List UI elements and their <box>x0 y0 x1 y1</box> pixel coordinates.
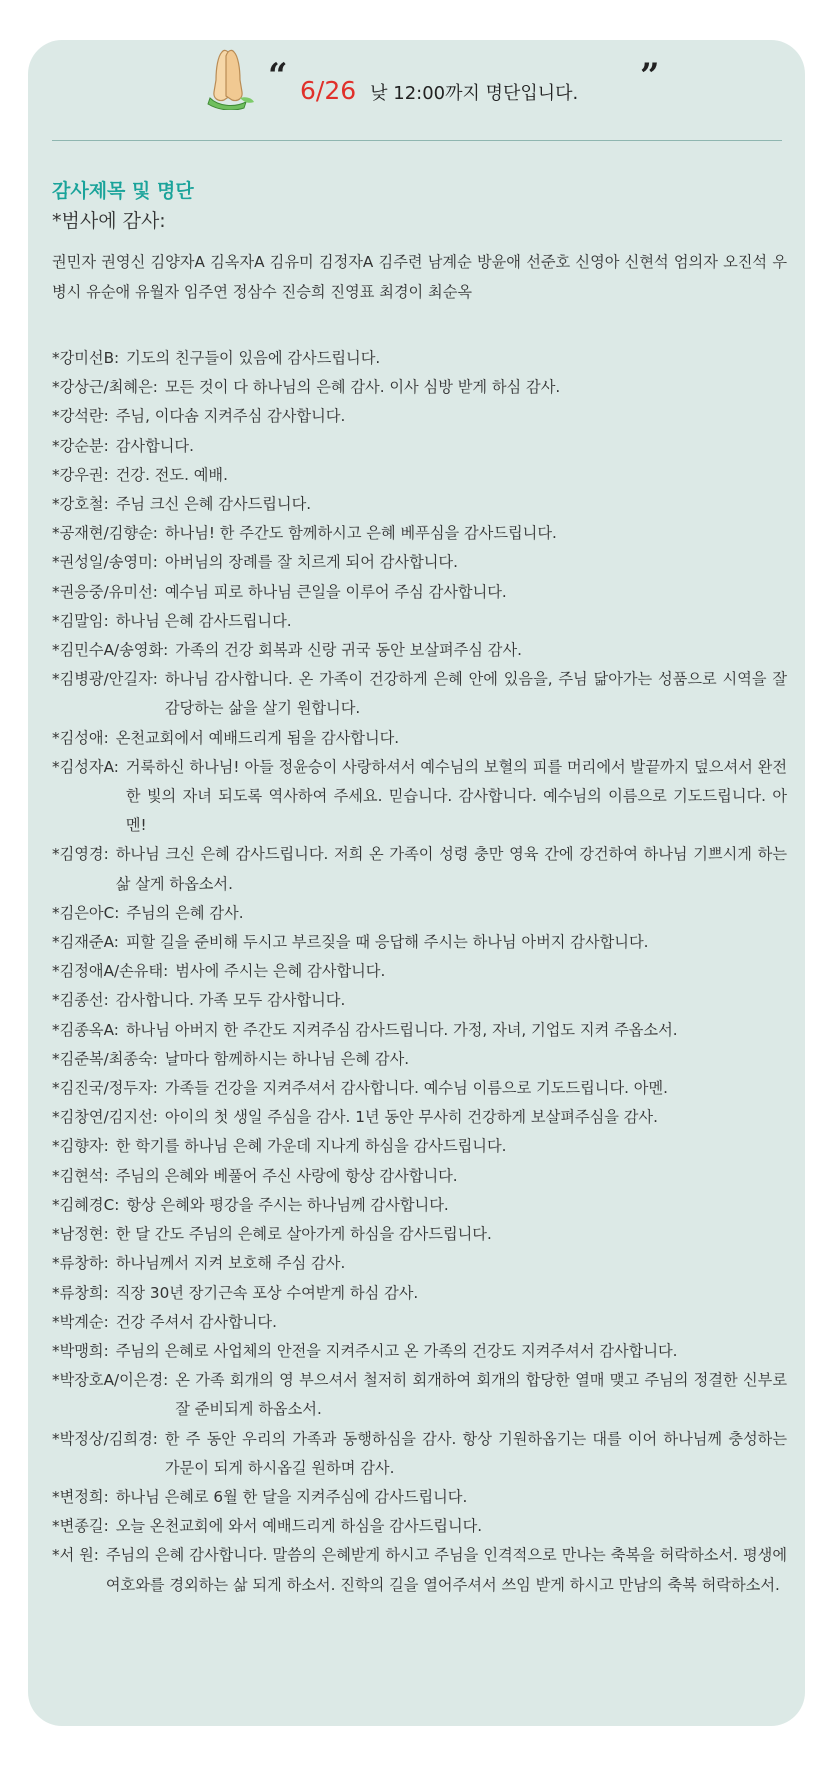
entry-name: *김재준A: <box>52 933 119 952</box>
entry-name: *김현석: <box>52 1166 109 1185</box>
entry-message: 하나님 아버지 한 주간도 지켜주심 감사드립니다. 가정, 자녀, 기업도 지켜 주옵소서. <box>125 1020 678 1039</box>
list-item <box>52 490 787 519</box>
entry-message: 주님, 이다솜 지켜주심 감사합니다. <box>115 407 346 426</box>
entry-name: *공재현/김향순: <box>52 524 158 543</box>
list-item <box>52 1074 787 1103</box>
entry-name: *김병광/안길자: <box>52 670 158 689</box>
entry-message: 주님 크신 은혜 감사드립니다. <box>115 495 312 514</box>
list-item <box>52 578 787 607</box>
list-item <box>52 986 787 1015</box>
entry-name: *강우권: <box>52 465 109 484</box>
section-title: 감사제목 및 명단 <box>52 180 194 202</box>
entry-message: 하나님! 한 주간도 함께하시고 은혜 베푸심을 감사드립니다. <box>164 524 557 543</box>
header-message: 낮 12:00까지 명단입니다. <box>370 83 579 104</box>
entry-message: 온 가족 회개의 영 부으셔서 철저히 회개하여 회개의 합당한 열매 맺고 주님의 정결한 신부로 잘 준비되게 하옵소서. <box>175 1371 787 1419</box>
list-item <box>52 899 787 928</box>
entry-name: *류창하: <box>52 1254 109 1273</box>
entry-name: *김향자: <box>52 1137 109 1156</box>
list-item <box>52 1308 787 1337</box>
entry-message: 한 주 동안 우리의 가족과 동행하심을 감사. 항상 기원하옵기는 대를 이어 하나님께 충성하는 가문이 되게 하시옵길 원하며 감사. <box>164 1429 787 1477</box>
list-item <box>52 928 787 957</box>
entry-name: *김창연/김지선: <box>52 1108 158 1127</box>
entry-message: 주님의 은혜 감사. <box>126 903 244 922</box>
list-item <box>52 665 787 723</box>
list-item <box>52 724 787 753</box>
entry-message: 하나님 은혜로 6월 한 달을 지켜주심에 감사드립니다. <box>115 1487 468 1506</box>
entry-message: 모든 것이 다 하나님의 은혜 감사. 이사 심방 받게 하심 감사. <box>164 378 561 397</box>
entry-name: *김종선: <box>52 991 109 1010</box>
entry-message: 주님의 은혜와 베풀어 주신 사랑에 항상 감사합니다. <box>115 1166 458 1185</box>
prayer-card <box>28 40 805 1726</box>
list-item <box>52 1132 787 1161</box>
open-quote: “ <box>268 56 288 96</box>
entry-message: 아이의 첫 생일 주심을 감사. 1년 동안 무사히 건강하게 보살펴주심을 감사. <box>164 1108 658 1127</box>
entry-message: 범사에 주시는 은혜 감사합니다. <box>175 962 386 981</box>
entry-message: 감사합니다. <box>115 436 194 455</box>
entry-message: 한 학기를 하나님 은혜 가운데 지나게 하심을 감사드립니다. <box>115 1137 507 1156</box>
entry-message: 거룩하신 하나님! 아들 정윤승이 사랑하셔서 예수님의 보혈의 피를 머리에서 발끝까지 덮으셔서 완전한 빛의 자녀 되도록 역사하여 주세요. 믿습니다. 감사합니다. 예수님의 이름으로 기도드립니다. 아멘! <box>125 757 787 835</box>
list-item <box>52 1162 787 1191</box>
entry-name: *권응중/유미선: <box>52 582 158 601</box>
entry-message: 예수님 피로 하나님 큰일을 이루어 주심 감사합니다. <box>164 582 507 601</box>
list-item <box>52 548 787 577</box>
entry-name: *박계순: <box>52 1312 109 1331</box>
entry-name: *권성일/송영미: <box>52 553 158 572</box>
entry-message: 주님의 은혜 감사합니다. 말씀의 은혜받게 하시고 주님을 인격적으로 만나는 축복을 허락하소서. 평생에 여호와를 경외하는 삶 되게 하소서. 진학의 길을 열어주셔서 쓰임 받게 하시고 만남의 축복 허락하소서. <box>105 1546 787 1594</box>
entry-message: 아버님의 장례를 잘 치르게 되어 감사합니다. <box>164 553 458 572</box>
entry-message: 한 달 간도 주님의 은혜로 살아가게 하심을 감사드립니다. <box>115 1225 492 1244</box>
list-item <box>52 753 787 841</box>
list-item <box>52 1337 787 1366</box>
entry-message: 하나님 은혜 감사드립니다. <box>115 611 292 630</box>
header-date: 6/26 <box>300 76 357 105</box>
entry-message: 하나님 크신 은혜 감사드립니다. 저희 온 가족이 성령 충만 영육 간에 강건하여 하나님 기쁘시게 하는 삶 살게 하옵소서. <box>115 845 787 893</box>
list-item <box>52 373 787 402</box>
entry-name: *김준복/최종숙: <box>52 1049 158 1068</box>
list-item <box>52 1220 787 1249</box>
entry-name: *변종길: <box>52 1517 109 1536</box>
subheading: *범사에 감사: <box>52 210 166 232</box>
list-item <box>52 1512 787 1541</box>
entry-list <box>52 344 787 1600</box>
entry-message: 주님의 은혜로 사업체의 안전을 지켜주시고 온 가족의 건강도 지켜주셔서 감사합니다. <box>115 1341 678 1360</box>
entry-name: *김말임: <box>52 611 109 630</box>
entry-name: *김성자A: <box>52 757 119 776</box>
entry-message: 가족의 건강 회복과 신랑 귀국 동안 보살펴주심 감사. <box>175 641 522 660</box>
entry-name: *강석란: <box>52 407 109 426</box>
entry-name: *박장호A/이은경: <box>52 1371 169 1390</box>
header <box>28 40 805 140</box>
praying-hands-icon <box>200 46 256 110</box>
list-item <box>52 1249 787 1278</box>
entry-name: *강미선B: <box>52 349 120 367</box>
entry-name: *김종옥A: <box>52 1020 119 1039</box>
entry-name: *강순분: <box>52 436 109 455</box>
entry-name: *김영경: <box>52 845 109 864</box>
entry-name: *박정상/김희경: <box>52 1429 158 1448</box>
entry-name: *김혜경C: <box>52 1195 120 1214</box>
entry-name: *김정애A/손유태: <box>52 962 169 981</box>
entry-name: *서 원: <box>52 1546 99 1565</box>
entry-message: 건강. 전도. 예배. <box>115 465 228 484</box>
entry-name: *변정희: <box>52 1487 109 1506</box>
entry-message: 감사합니다. 가족 모두 감사합니다. <box>115 991 346 1010</box>
entry-message: 피할 길을 준비해 두시고 부르짖을 때 응답해 주시는 하나님 아버지 감사합니다. <box>125 933 649 952</box>
entry-message: 오늘 온천교회에 와서 예배드리게 하심을 감사드립니다. <box>115 1517 483 1536</box>
entry-message: 기도의 친구들이 있음에 감사드립니다. <box>126 349 381 367</box>
entry-name: *남정현: <box>52 1225 109 1244</box>
list-item <box>52 1045 787 1074</box>
entry-message: 직장 30년 장기근속 포상 수여받게 하심 감사. <box>115 1283 419 1302</box>
entry-name: *김진국/정두자: <box>52 1079 158 1098</box>
list-item <box>52 957 787 986</box>
list-item <box>52 344 787 373</box>
list-item <box>52 840 787 898</box>
entry-message: 온천교회에서 예배드리게 됨을 감사합니다. <box>115 728 400 747</box>
entry-name: *박맹희: <box>52 1341 109 1360</box>
divider <box>52 140 782 141</box>
list-item <box>52 1103 787 1132</box>
close-quote: ” <box>640 56 660 96</box>
entry-message: 건강 주셔서 감사합니다. <box>115 1312 277 1331</box>
list-item <box>52 1191 787 1220</box>
list-item <box>52 1483 787 1512</box>
entry-name: *김민수A/송영화: <box>52 641 169 660</box>
entry-message: 하나님께서 지켜 보호해 주심 감사. <box>115 1254 346 1273</box>
entry-message: 항상 은혜와 평강을 주시는 하나님께 감사합니다. <box>126 1195 449 1214</box>
list-item <box>52 519 787 548</box>
entry-name: *강상근/최혜은: <box>52 378 158 397</box>
list-item <box>52 461 787 490</box>
list-item <box>52 607 787 636</box>
list-item <box>52 636 787 665</box>
list-item <box>52 1425 787 1483</box>
list-item <box>52 1366 787 1424</box>
list-item <box>52 1016 787 1045</box>
entry-name: *강호철: <box>52 495 109 514</box>
names-list: 권민자 권영신 김양자A 김옥자A 김유미 김정자A 김주련 남계순 방윤애 선준호 신영아 신현석 엄의자 오진석 우병시 유순애 유월자 임주연 정삼수 진승희 진영표 최경이 최순옥 <box>52 253 787 301</box>
list-item <box>52 402 787 431</box>
header-text <box>300 76 578 105</box>
entry-name: *김성애: <box>52 728 109 747</box>
entry-message: 가족들 건강을 지켜주셔서 감사합니다. 예수님 이름으로 기도드립니다. 아멘. <box>164 1079 668 1098</box>
entry-message: 하나님 감사합니다. 온 가족이 건강하게 은혜 안에 있음을, 주님 닮아가는 성품으로 시역을 잘 감당하는 삶을 살기 원합니다. <box>164 670 787 718</box>
entry-message: 날마다 함께하시는 하나님 은혜 감사. <box>164 1049 410 1068</box>
entry-name: *류창희: <box>52 1283 109 1302</box>
entry-name: *김은아C: <box>52 903 120 922</box>
list-item <box>52 432 787 461</box>
list-item <box>52 1541 787 1599</box>
list-item <box>52 1279 787 1308</box>
